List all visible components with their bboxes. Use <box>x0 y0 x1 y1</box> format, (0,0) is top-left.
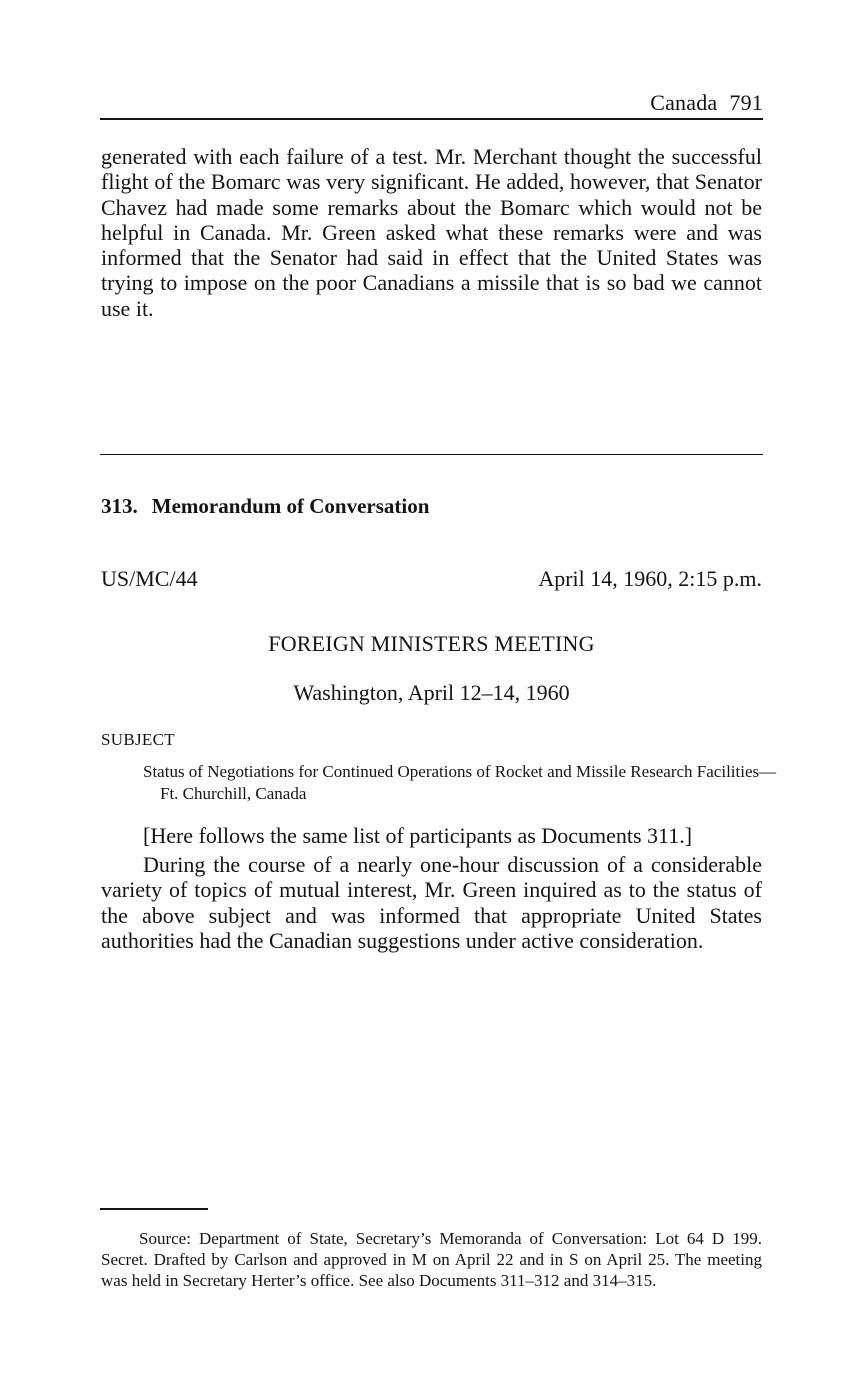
subject-label: SUBJECT <box>101 730 175 749</box>
document-heading <box>101 492 429 520</box>
body-paragraph: During the course of a nearly one-hour discussion of a considerable variety of topics of mutual interest, Mr. Green inquired as to the status of the above subject and was informed that appropriate United States authorities had the Canadian suggestions under active consideration. <box>101 852 762 953</box>
document-date: April 14, 1960, 2:15 p.m. <box>538 566 762 591</box>
meeting-title: FOREIGN MINISTERS MEETING <box>268 631 595 656</box>
subject-text: Status of Negotiations for Continued Operations of Rocket and Missile Research Facilities—Ft. Churchill, Canada <box>143 762 777 803</box>
footnote-rule <box>100 1208 208 1210</box>
document-reference: US/MC/44 <box>101 566 198 591</box>
meeting-place: Washington, April 12–14, 1960 <box>293 680 570 705</box>
running-head-title: Canada <box>650 90 718 115</box>
source-footnote: Source: Department of State, Secretary’s Memoranda of Conversation: Lot 64 D 199. Secret. Drafted by Carlson and approved in M on April 22 and in S on April 25. The meeting was held in Secretary Herter’s office. See also Documents 311–312 and 314–315. <box>101 1229 762 1290</box>
continued-paragraph: generated with each failure of a test. Mr. Merchant thought the successful flight of the Bomarc was very significant. He added, however, that Senator Chavez had made some remarks about the Bomarc which would not be helpful in Canada. Mr. Green asked what these remarks were and was informed that the Senator had said in effect that the United States was trying to impose on the poor Canadians a missile that is so bad we cannot use it. <box>101 144 762 321</box>
running-head <box>100 88 763 118</box>
participants-note: [Here follows the same list of participants as Documents 311.] <box>143 823 693 848</box>
document-title: Memorandum of Conversation <box>151 494 430 518</box>
document-number: 313. <box>101 494 138 518</box>
page-number: 791 <box>729 90 763 115</box>
header-rule <box>100 118 763 120</box>
section-divider <box>100 454 763 455</box>
